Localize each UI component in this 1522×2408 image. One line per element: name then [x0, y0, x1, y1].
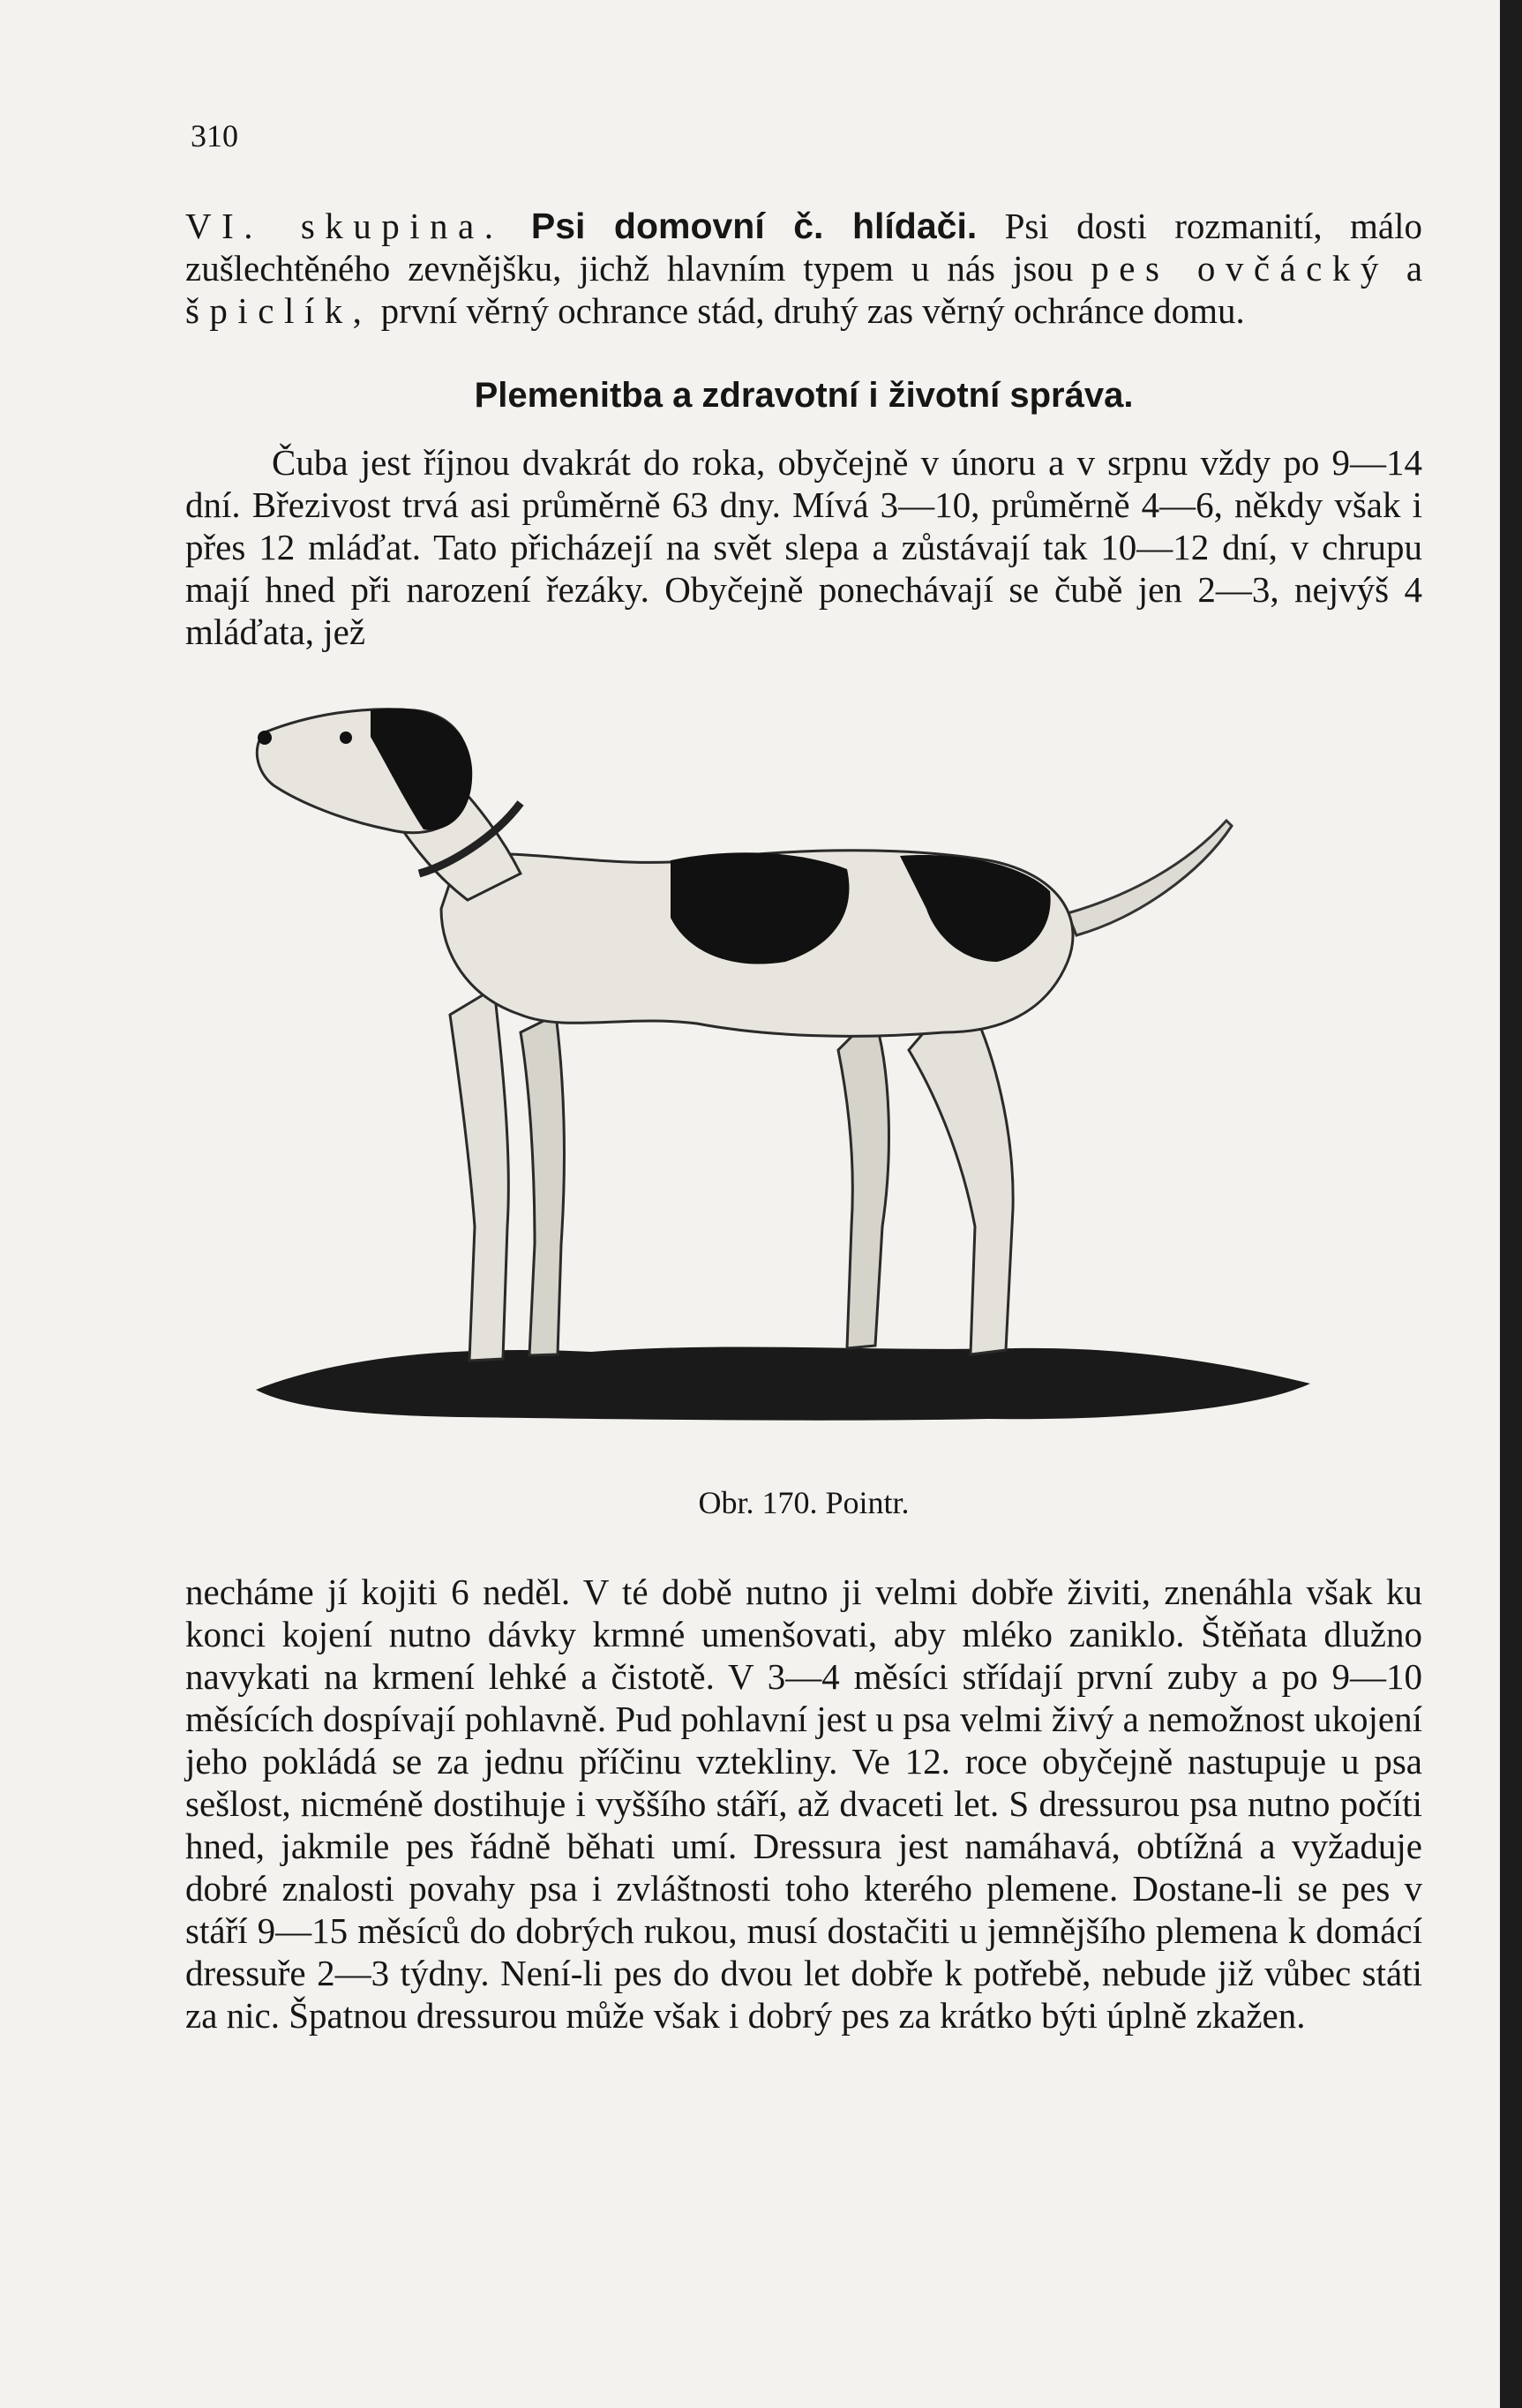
dog-tail [1068, 821, 1232, 935]
pointer-dog-illustration [238, 697, 1323, 1438]
group-description-a: Psi dosti rozmanití, málo zušlechtěného zevnějšku, jichž hlavním typem u nás jsou [185, 206, 1423, 289]
dog-front-leg [450, 988, 508, 1361]
dog-eye [340, 731, 352, 744]
scan-edge [1500, 0, 1522, 2408]
group-description-b: a [1406, 248, 1423, 289]
group-intro [185, 205, 1422, 332]
figure-caption: Obr. 170. Pointr. [698, 1485, 910, 1520]
group-intro-paragraph [185, 205, 1422, 332]
page-number: 310 [191, 118, 238, 154]
paragraph-1-text: Čuba jest říjnou dvakrát do roka, obyčejně v únoru a v srpnu vždy po 9—14 dní. Březivost trvá asi průměrně 63 dny. Mívá 3—10, průměrně 4—6, někdy však i přes 12 mláďat. Tato přicházejí na svět slepa a zůstávají tak 10—12 dní, v chrupu mají hned při narození řezáky. Obyčejně ponechávají se čubě jen 2—3, nejvýš 4 mláďata, jež [185, 442, 1422, 652]
group-description-c: první věrný ochrance stád, druhý zas věrný ochránce domu. [380, 290, 1245, 331]
pointer-dog-drawing [238, 697, 1323, 1438]
dog-nose [258, 731, 272, 745]
paragraph-2-text: necháme jí kojiti 6 neděl. V té době nutno ji velmi dobře živiti, znenáhla však ku konci kojení nutno dávky krmné umenšovati, aby mléko zaniklo. Štěňata dlužno navykati na krmení lehké a čistotě. V 3—4 měsíci střídají první zuby a po 9—10 měsících dospívají pohlavně. Pud pohlavní jest u psa velmi živý a nemožnost ukojení jeho pokládá se za jednu příčinu vztekliny. Ve 12. roce obyčejně nastupuje u psa sešlost, nicméně dostihuje i vyššího stáří, až dvaceti let. S dressurou psa nutno počíti hned, jakmile pes řádně běhati umí. Dressura jest namáhavá, obtížná a vyžaduje dobré znalosti povahy psa i zvláštnosti toho kterého plemene. Dostane-li se pes v stáří 9—15 měsíců do dobrých rukou, musí dostačiti u jemnějšího plemena k domácí dressuře 2—3 týdny. Není-li pes do dvou let dobře k potřebě, nebude již vůbec státi za nic. Špatnou dressurou může však i dobrý pes za krátko býti úplně zkažen. [185, 1572, 1422, 2036]
dog-front-leg-far [521, 1015, 564, 1355]
breeding-paragraph-2 [185, 1571, 1422, 2037]
group-name: Psi domovní č. hlídači. [530, 206, 978, 246]
breed-spitz: špiclík, [185, 290, 372, 331]
ground-shadow [256, 1347, 1310, 1421]
breeding-paragraph-1 [185, 441, 1422, 653]
breed-sheepdog: pes ovčácký [1091, 248, 1389, 289]
group-label: VI. skupina. [185, 206, 504, 246]
section-heading: Plemenitba a zdravotní i životní správa. [474, 376, 1134, 415]
dog-hind-leg [909, 988, 1013, 1354]
dog-hind-leg-far [838, 1015, 888, 1348]
